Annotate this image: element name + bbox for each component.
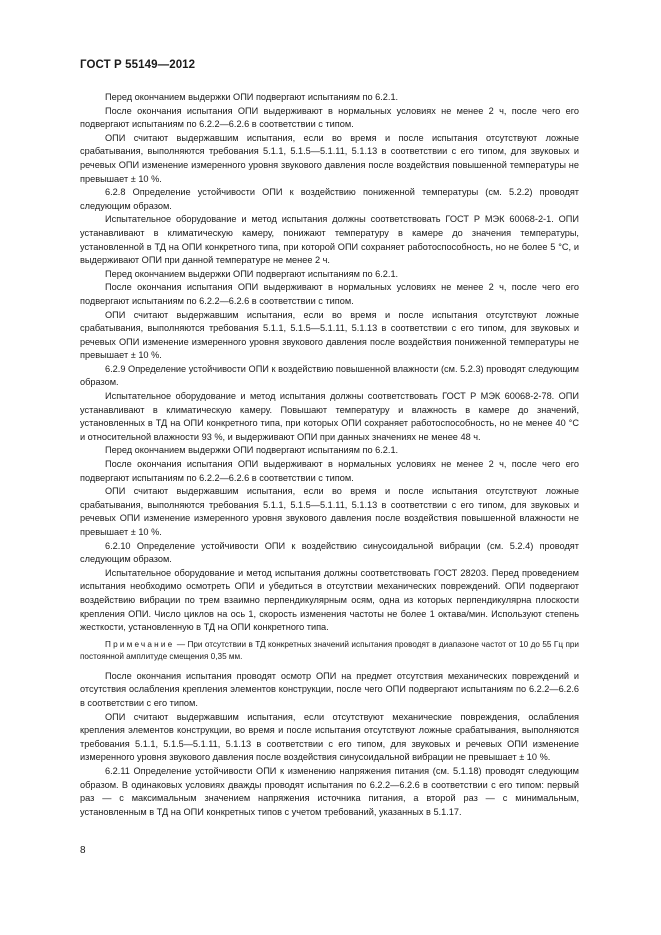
section-heading-6-2-9: 6.2.9 Определение устойчивости ОПИ к воздействию повышенной влажности (см. 5.2.3) проводят следующим образом. bbox=[80, 363, 579, 388]
section-heading-6-2-10: 6.2.10 Определение устойчивости ОПИ к воздействию синусоидальной вибрации (см. 5.2.4) проводят следующим образом. bbox=[80, 540, 579, 565]
paragraph: Перед окончанием выдержки ОПИ подвергают испытаниям по 6.2.1. bbox=[105, 268, 399, 279]
document-header: ГОСТ Р 55149—2012 bbox=[80, 59, 196, 71]
paragraph: После окончания испытания ОПИ выдерживают в нормальных условиях не менее 2 ч, после чего его подвергают испытаниям по 6.2.2—6.2.6 в соответствии с типом. bbox=[80, 282, 579, 306]
paragraph: ОПИ считают выдержавшим испытания, если во время и после испытания отсутствуют ложные срабатывания, выполняются требования 5.1.1, 5.1.5—5.1.11, 5.1.13 в соответствии с его типом, для звуковых и речевых ОПИ изменение измеренного уровня звукового давления после воздействия повышенной температуры не превышает ± 10 %. bbox=[80, 132, 579, 184]
paragraph: После окончания испытания ОПИ выдерживают в нормальных условиях не менее 2 ч, после чего его подвергают испытаниям по 6.2.2—6.2.6 в соответствии с типом. bbox=[80, 459, 579, 483]
paragraph: Испытательное оборудование и метод испытания должны соответствовать ГОСТ 28203. Перед проведением испытания необходимо осмотреть ОПИ и убедиться в отсутствии механических повреждений. ОПИ подвергают воздействию вибрации по трем взаимно перпендикулярным осям, одна из которых перпендикулярна плоскости крепления ОПИ. Число циклов на ось 1, скорость изменения частоты не более 1 октава/мин. Используют степень жесткости, установленную в ТД на ОПИ конкретного типа. bbox=[80, 567, 579, 633]
section-heading-6-2-11: 6.2.11 Определение устойчивости ОПИ к изменению напряжения питания (см. 5.1.18) проводят следующим образом. В одинаковых условиях дважды проводят испытания по 6.2.2—6.2.6 в соответствии с его типом: первый раз — с максимальным значением напряжения источника питания, а второй раз — с минимальным, установленным в ТД на ОПИ конкретных типов с учетом требований, указанных в 5.1.17. bbox=[80, 765, 579, 817]
paragraph: После окончания испытания проводят осмотр ОПИ на предмет отсутствия механических повреждений и отсутствия ослабления крепления элементов конструкции, после чего ОПИ подвергают испытаниям по 6.2.2—6.2.6 в соответствии с его типом. bbox=[80, 670, 579, 708]
paragraph: Испытательное оборудование и метод испытания должны соответствовать ГОСТ Р МЭК 60068-2-1. ОПИ устанавливают в климатическую камеру, понижают температуру в камере до значения температуры, установленной в ТД на ОПИ конкретного типа, при которой ОПИ сохраняет работоспособность, но не более 5 °С, и выдерживают ОПИ при данной температуре не менее 2 ч. bbox=[80, 214, 579, 266]
note-label: Примечание bbox=[105, 639, 175, 649]
section-heading-6-2-8: 6.2.8 Определение устойчивости ОПИ к воздействию пониженной температуры (см. 5.2.2) проводят следующим образом. bbox=[80, 187, 579, 211]
paragraph: Перед окончанием выдержки ОПИ подвергают испытаниям по 6.2.1. bbox=[105, 92, 399, 102]
paragraph: ОПИ считают выдержавшим испытания, если отсутствуют механические повреждения, ослабления крепления элементов конструкции, во время и после испытания отсутствуют ложные срабатывания, выполняются требования 5.1.1, 5.1.5—5.1.11, 5.1.13 в соответствии с его типом, для звуковых и речевых ОПИ изменение измеренного уровня звукового давления после воздействия синусоидальной вибрации не превышает ± 10 %. bbox=[80, 711, 579, 763]
paragraph: Перед окончанием выдержки ОПИ подвергают испытаниям по 6.2.1. bbox=[105, 445, 399, 456]
page-number: 8 bbox=[80, 845, 86, 856]
paragraph: После окончания испытания ОПИ выдерживают в нормальных условиях не менее 2 ч, после чего его подвергают испытаниям по 6.2.2—6.2.6 в соответствии с типом. bbox=[80, 105, 579, 130]
paragraph: ОПИ считают выдержавшим испытания, если во время и после испытания отсутствуют ложные срабатывания, выполняются требования 5.1.1, 5.1.5—5.1.11, 5.1.13 в соответствии с его типом, для звуковых и речевых ОПИ изменение измеренного уровня звукового давления после воздействия повышенной влажности не превышает ± 10 %. bbox=[80, 486, 579, 537]
paragraph: Испытательное оборудование и метод испытания должны соответствовать ГОСТ Р МЭК 60068-2-78. ОПИ устанавливают в климатическую камеру. Повышают температуру и влажность в камере до значений, установленных в ТД на ОПИ конкретного типа, при которых ОПИ сохраняет работоспособность, но не менее 40 °С и относительной влажности 93 %, и выдерживают ОПИ при данных значениях не менее 48 ч. bbox=[80, 391, 579, 442]
note bbox=[80, 639, 579, 664]
note-text: — При отсутствии в ТД конкретных значений испытания проводят в диапазоне частот от 10 до 55 Гц при постоянной амплитуде смещения 0,35 мм. bbox=[80, 639, 580, 662]
document-body bbox=[80, 91, 579, 819]
paragraph: ОПИ считают выдержавшим испытания, если во время и после испытания отсутствуют ложные срабатывания, выполняются требования 5.1.1, 5.1.5—5.1.11, 5.1.13 в соответствии с его типом, для звуковых и речевых ОПИ изменение измеренного уровня звукового давления после воздействия пониженной температуры не превышает ± 10 %. bbox=[80, 309, 579, 361]
